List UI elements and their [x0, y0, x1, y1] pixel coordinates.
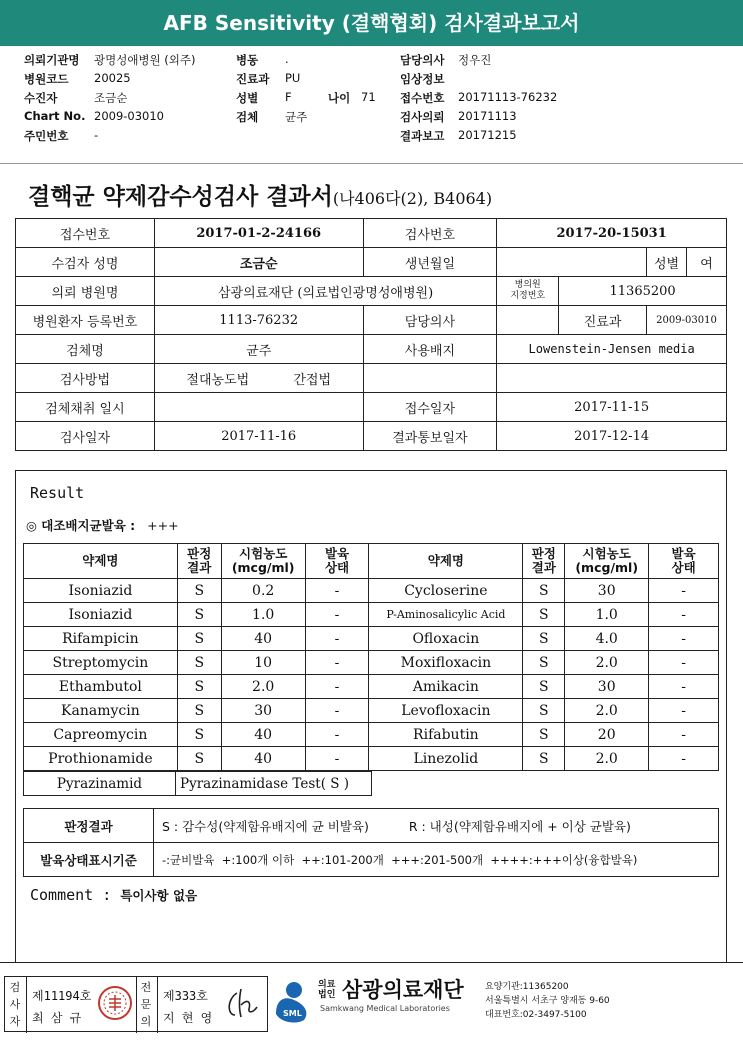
- header-line: (mcg/ml): [575, 560, 639, 575]
- hospital-id-label-line: 병의원: [514, 280, 541, 290]
- info-label: 검사방법: [16, 364, 155, 393]
- brand-prefix-line: 법인: [318, 990, 336, 1000]
- header-line: 결과: [187, 560, 212, 575]
- drug-name: Amikacin: [369, 675, 523, 699]
- legend-judge-values: [154, 809, 719, 843]
- tester-vertical-label: [6, 979, 24, 1030]
- info-value: 2017-20-15031: [497, 219, 727, 248]
- footer-divider: [0, 962, 743, 963]
- tester-seal-icon: [97, 985, 133, 1021]
- growth-status: -: [305, 675, 369, 699]
- judge-result: S: [523, 651, 565, 675]
- recv-label: 접수번호: [400, 91, 445, 105]
- judge-result: S: [523, 675, 565, 699]
- document-title-code: (나406다(2), B4064): [332, 189, 493, 208]
- header-judge: [177, 544, 221, 579]
- result-label: Result: [30, 484, 85, 502]
- growth-status: -: [649, 603, 719, 627]
- info-value: 1113-76232: [154, 306, 363, 335]
- drug-name: Kanamycin: [24, 699, 178, 723]
- growth-status: -: [649, 747, 719, 771]
- age-value: 71: [361, 90, 376, 104]
- pyrazinamid-name: Pyrazinamid: [24, 772, 176, 796]
- drug-name: Ethambutol: [24, 675, 178, 699]
- rrn-value: -: [94, 128, 99, 142]
- expert-vertical-text: 전 문 의: [140, 981, 152, 1028]
- hospital-label: 의뢰기관명: [24, 53, 80, 67]
- divider: [157, 977, 158, 1033]
- header-line: 시험농도: [582, 546, 631, 561]
- info-value: [497, 306, 559, 335]
- legend-growth-values: -:균비발육 +:100개 이하 ++:101-200개 +++:201-500개 ++++:+++이상(융합발육): [154, 843, 719, 877]
- sml-logo-icon: [272, 980, 312, 1024]
- judge-result: S: [177, 675, 221, 699]
- judge-result: S: [523, 579, 565, 603]
- info-label: 수검자 성명: [16, 248, 155, 277]
- info-label: 검사번호: [363, 219, 497, 248]
- pyrazinamid-test: Pyrazinamidase Test( S ): [176, 772, 372, 796]
- drug-name: Streptomycin: [24, 651, 178, 675]
- judge-result: S: [523, 603, 565, 627]
- test-concentration: 10: [221, 651, 305, 675]
- info-label: 접수일자: [363, 393, 497, 422]
- header-line: 발육: [324, 546, 350, 561]
- comment-label: Comment :: [30, 886, 112, 904]
- address-block: [485, 980, 610, 1022]
- empty-cell: [497, 364, 727, 393]
- info-label: 병원환자 등록번호: [16, 306, 155, 335]
- dept-value: PU: [285, 71, 301, 85]
- info-value: 2017-11-16: [154, 422, 363, 451]
- test-concentration: 30: [221, 699, 305, 723]
- judge-result: S: [177, 747, 221, 771]
- divider: [26, 977, 27, 1033]
- drug-row: [24, 579, 719, 603]
- info-value: 조금순: [154, 248, 363, 277]
- header-line: 판정: [187, 546, 212, 561]
- chart-label: Chart No.: [24, 109, 86, 123]
- empty-cell: [363, 364, 497, 393]
- drug-row: [24, 747, 719, 771]
- drug-name: Prothionamide: [24, 747, 178, 771]
- header-conc: [221, 544, 305, 579]
- doctor-value: 정우진: [458, 53, 492, 67]
- code-value: 20025: [94, 71, 131, 85]
- drug-name: Isoniazid: [24, 579, 178, 603]
- info-value: 2009-03010: [647, 306, 727, 335]
- test-concentration: 2.0: [565, 699, 649, 723]
- expert-info: [163, 985, 212, 1029]
- test-concentration: 40: [221, 627, 305, 651]
- info-value: 2017-01-2-24166: [154, 219, 363, 248]
- drug-name: Levofloxacin: [369, 699, 523, 723]
- info-label: 검체채취 일시: [16, 393, 155, 422]
- brand-prefix-line: 의료: [318, 980, 336, 990]
- growth-status: -: [649, 651, 719, 675]
- method-value: 절대농도법: [186, 372, 250, 388]
- growth-status: -: [305, 651, 369, 675]
- growth-status: -: [649, 627, 719, 651]
- expert-vertical-label: [137, 979, 155, 1030]
- code-label: 병원코드: [24, 72, 69, 86]
- control-growth-value: +++: [147, 518, 179, 533]
- report-value: 20171215: [458, 128, 517, 142]
- logo-text: SML: [283, 1009, 302, 1018]
- document-title-text: 결핵균 약제감수성검사 결과서: [28, 183, 333, 210]
- header-line: 상태: [671, 560, 696, 575]
- growth-status: -: [305, 627, 369, 651]
- drug-name: Rifampicin: [24, 627, 178, 651]
- info-label: 검사일자: [16, 422, 155, 451]
- growth-status: -: [649, 723, 719, 747]
- test-concentration: 20: [565, 723, 649, 747]
- drug-row: [24, 699, 719, 723]
- info-value: 11365200: [559, 277, 727, 306]
- hospital-id-label-line: 지정번호: [510, 291, 546, 301]
- brand-prefix: [318, 980, 335, 1000]
- signature-box: [4, 976, 268, 1032]
- header-conc: [565, 544, 649, 579]
- hospital-id-label: [497, 277, 559, 306]
- hospital-value: 광명성애병원 (외주): [94, 53, 196, 67]
- drug-row: [24, 651, 719, 675]
- recv-value: 20171113-76232: [458, 90, 558, 104]
- drug-name: Cycloserine: [369, 579, 523, 603]
- header-growth: [649, 544, 719, 579]
- test-concentration: 4.0: [565, 627, 649, 651]
- drug-row: [24, 627, 719, 651]
- legend-growth-label: 발육상태표시기준: [24, 843, 154, 877]
- judge-result: S: [523, 627, 565, 651]
- patient-info-table: [15, 218, 727, 451]
- header-divider: [0, 163, 743, 164]
- judge-result: S: [523, 723, 565, 747]
- header-line: 상태: [324, 560, 350, 575]
- growth-status: -: [305, 699, 369, 723]
- header-line: 결과: [531, 560, 556, 575]
- test-concentration: 1.0: [221, 603, 305, 627]
- judge-result: S: [177, 603, 221, 627]
- legend-judge-label: 판정결과: [24, 809, 154, 843]
- expert-signature-icon: [223, 985, 263, 1023]
- drug-table-header: [24, 544, 719, 579]
- rrn-label: 주민번호: [24, 129, 69, 143]
- tester-info: [32, 985, 91, 1029]
- clinical-label: 임상정보: [400, 72, 445, 86]
- drug-name: Isoniazid: [24, 603, 178, 627]
- legend-judge-r: R : 내성(약제함유배지에 + 이상 균발육): [408, 818, 631, 834]
- document-title: [28, 178, 492, 211]
- address-line: 대표번호:02-3497-5100: [485, 1010, 587, 1020]
- control-growth-label: ◎ 대조배지균발육 :: [26, 518, 136, 533]
- drug-name: Capreomycin: [24, 723, 178, 747]
- info-value: [154, 393, 363, 422]
- tester-license: 제11194호: [32, 989, 92, 1003]
- legend-judge-s: S : 감수성(약제함유배지에 균 비발육): [162, 818, 369, 834]
- header-judge: [523, 544, 565, 579]
- test-concentration: 2.0: [565, 651, 649, 675]
- test-concentration: 30: [565, 675, 649, 699]
- info-value: [497, 248, 647, 277]
- test-concentration: 2.0: [565, 747, 649, 771]
- req-value: 20171113: [458, 109, 517, 123]
- method-value: 간접법: [293, 372, 332, 388]
- report-label: 결과보고: [400, 129, 445, 143]
- growth-status: -: [305, 603, 369, 627]
- doctor-label: 담당의사: [400, 53, 445, 67]
- patient-value: 조금순: [94, 91, 128, 105]
- control-growth: [26, 516, 179, 534]
- req-label: 검사의뢰: [400, 110, 445, 124]
- judge-result: S: [177, 579, 221, 603]
- header-drug-name: 약제명: [24, 544, 178, 579]
- judge-result: S: [177, 651, 221, 675]
- growth-status: -: [649, 579, 719, 603]
- info-value: 균주: [154, 335, 363, 364]
- test-concentration: 0.2: [221, 579, 305, 603]
- drug-name: Ofloxacin: [369, 627, 523, 651]
- sex-value: F: [285, 90, 292, 104]
- drug-name: Rifabutin: [369, 723, 523, 747]
- drug-row: [24, 675, 719, 699]
- info-value: 여: [700, 256, 713, 272]
- header-line: (mcg/ml): [231, 560, 295, 575]
- info-label: 의뢰 병원명: [16, 277, 155, 306]
- patient-label: 수진자: [24, 91, 58, 105]
- sex-label: 성별: [236, 91, 259, 105]
- legend-table: [23, 808, 719, 877]
- header-line: 시험농도: [239, 546, 288, 561]
- info-value: Lowenstein-Jensen media: [497, 335, 727, 364]
- info-value: 삼광의료재단 (의료법인광명성애병원): [154, 277, 496, 306]
- header-line: 판정: [531, 546, 556, 561]
- growth-status: -: [649, 675, 719, 699]
- test-concentration: 40: [221, 723, 305, 747]
- tester-name: 최 삼 규: [32, 1011, 82, 1025]
- judge-result: S: [177, 699, 221, 723]
- brand-subtitle: Samkwang Medical Laboratories: [320, 1004, 450, 1013]
- comment-value: 특이사항 없음: [120, 888, 198, 903]
- dept-label: 진료과: [236, 72, 270, 86]
- tester-vertical-text: 검 사 자: [9, 981, 21, 1028]
- growth-status: -: [305, 723, 369, 747]
- test-concentration: 40: [221, 747, 305, 771]
- test-concentration: 30: [565, 579, 649, 603]
- drug-row: [24, 723, 719, 747]
- brand-name: 삼광의료재단: [342, 978, 464, 1002]
- ward-value: .: [285, 52, 289, 66]
- ward-label: 병동: [236, 53, 259, 67]
- growth-status: -: [305, 579, 369, 603]
- judge-result: S: [177, 723, 221, 747]
- expert-license: 제333호: [163, 989, 208, 1003]
- info-label: 사용배지: [363, 335, 497, 364]
- growth-status: -: [305, 747, 369, 771]
- drug-name: Moxifloxacin: [369, 651, 523, 675]
- comment: [30, 886, 197, 904]
- header-drug-name: 약제명: [369, 544, 523, 579]
- drug-row: [24, 603, 719, 627]
- info-label: 담당의사: [363, 306, 497, 335]
- test-concentration: 2.0: [221, 675, 305, 699]
- brand: [318, 974, 464, 1013]
- info-label: 결과통보일자: [363, 422, 497, 451]
- judge-result: S: [177, 627, 221, 651]
- report-header: [24, 52, 724, 147]
- specimen-value: 균주: [285, 110, 308, 124]
- drug-name: Linezolid: [369, 747, 523, 771]
- pyrazinamid-table: [23, 771, 372, 796]
- drug-sensitivity-table: [23, 543, 719, 771]
- drug-name: P-Aminosalicylic Acid: [369, 603, 523, 627]
- chart-value: 2009-03010: [94, 109, 164, 123]
- test-concentration: 1.0: [565, 603, 649, 627]
- info-label: 진료과: [559, 306, 647, 335]
- expert-name: 지 현 영: [163, 1011, 213, 1025]
- specimen-label: 검체: [236, 110, 259, 124]
- info-value: 2017-11-15: [497, 393, 727, 422]
- sex-cell: [647, 248, 727, 277]
- header-growth: [305, 544, 369, 579]
- judge-result: S: [523, 699, 565, 723]
- info-label: 접수번호: [16, 219, 155, 248]
- age-label: 나이: [328, 91, 351, 105]
- header-line: 발육: [671, 546, 696, 561]
- info-label: 검체명: [16, 335, 155, 364]
- report-banner: AFB Sensitivity (결핵협회) 검사결과보고서: [0, 0, 743, 46]
- judge-result: S: [523, 747, 565, 771]
- info-label: 성별: [647, 248, 687, 276]
- address-line: 요양기관:11365200: [485, 982, 569, 992]
- address-line: 서울특별시 서초구 양재동 9-60: [485, 996, 610, 1006]
- growth-status: -: [649, 699, 719, 723]
- info-value: 2017-12-14: [497, 422, 727, 451]
- method-cell: [154, 364, 363, 393]
- info-label: 생년월일: [363, 248, 497, 277]
